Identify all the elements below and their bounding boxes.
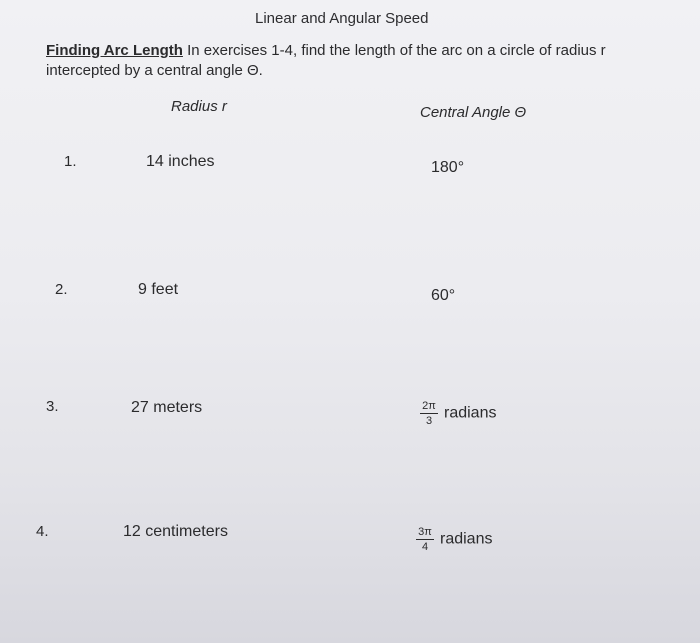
exercise-1-angle: 180°	[431, 159, 465, 176]
exercise-2-angle: 60°	[431, 287, 456, 304]
exercise-2-radius: 9 feet	[138, 281, 179, 298]
exercise-1-number: 1.	[64, 153, 77, 170]
exercise-3-angle-numerator: 2π	[422, 400, 436, 412]
exercise-4-angle-unit: radians	[440, 530, 493, 548]
exercise-4-number: 4.	[36, 523, 49, 540]
column-header-angle: Central Angle Θ	[420, 104, 527, 121]
exercise-4-angle-numerator: 3π	[418, 526, 432, 538]
exercise-4-angle-denominator: 4	[421, 541, 429, 553]
exercise-1-radius: 14 inches	[146, 153, 215, 170]
exercise-3-radius: 27 meters	[131, 399, 203, 416]
exercise-4-angle-fraction	[416, 526, 434, 553]
exercise-3-angle-fraction	[420, 400, 438, 427]
exercise-2-number: 2.	[55, 281, 68, 298]
instructions-heading: Finding Arc Length	[46, 42, 183, 59]
instructions	[46, 41, 656, 81]
fraction-bar	[416, 539, 434, 540]
exercise-4-angle	[416, 526, 492, 553]
exercise-3-number: 3.	[46, 398, 59, 415]
fraction-bar	[420, 413, 438, 414]
exercise-4-radius: 12 centimeters	[123, 523, 228, 540]
exercise-3-angle	[420, 400, 496, 427]
column-header-radius: Radius r	[171, 98, 227, 115]
exercise-3-angle-denominator: 3	[425, 415, 433, 427]
exercise-3-angle-unit: radians	[444, 404, 497, 422]
instructions-text: In exercises 1-4, find the length of the arc on a circle of radius r intercepted by a central angle Θ.	[46, 42, 606, 79]
page-title: Linear and Angular Speed	[255, 10, 429, 27]
